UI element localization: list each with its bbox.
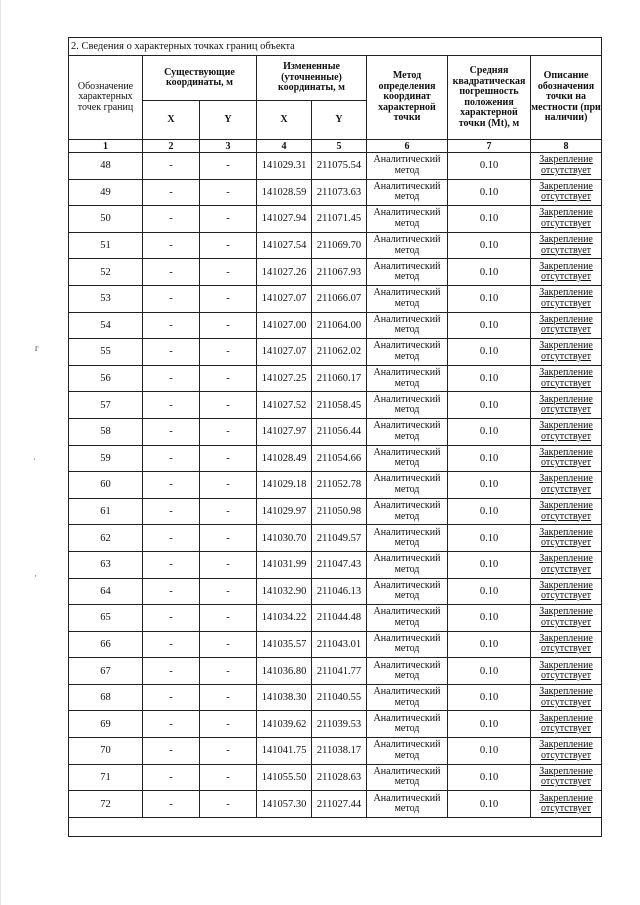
description-text: Закрепление отсутствует bbox=[539, 420, 593, 442]
method-cell: Аналитический метод bbox=[367, 551, 448, 578]
table-row bbox=[69, 738, 602, 765]
description-text: Закрепление отсутствует bbox=[539, 632, 593, 655]
description-text: Закрепление отсутствует bbox=[539, 765, 593, 788]
table-row bbox=[69, 206, 602, 233]
description-cell bbox=[531, 472, 602, 499]
description-text: Закрепление отсутствует bbox=[539, 446, 593, 469]
existing-y-cell: - bbox=[200, 285, 257, 312]
rms-cell: 0.10 bbox=[448, 445, 531, 472]
description-cell bbox=[531, 578, 602, 605]
existing-y-cell: - bbox=[200, 445, 257, 472]
x-cell: 141036.80 bbox=[257, 658, 312, 685]
column-number: 8 bbox=[531, 140, 602, 153]
y-cell: 211067.93 bbox=[312, 259, 367, 286]
x-cell: 141027.26 bbox=[257, 259, 312, 286]
existing-y-cell: - bbox=[200, 232, 257, 259]
margin-scan-mark: ᴦ bbox=[35, 343, 39, 353]
rms-cell: 0.10 bbox=[448, 551, 531, 578]
method-cell: Аналитический метод bbox=[367, 365, 448, 392]
existing-x-cell: - bbox=[143, 791, 200, 818]
column-number: 4 bbox=[257, 140, 312, 153]
description-cell bbox=[531, 339, 602, 366]
existing-y-cell: - bbox=[200, 711, 257, 738]
y-cell: 211073.63 bbox=[312, 179, 367, 206]
existing-x-cell: - bbox=[143, 418, 200, 445]
rms-cell: 0.10 bbox=[448, 578, 531, 605]
rms-cell: 0.10 bbox=[448, 498, 531, 525]
method-cell: Аналитический метод bbox=[367, 206, 448, 233]
description-text: Закрепление отсутствует bbox=[539, 154, 593, 176]
table-row bbox=[69, 312, 602, 339]
rms-cell: 0.10 bbox=[448, 232, 531, 259]
y-cell: 211060.17 bbox=[312, 365, 367, 392]
description-text: Закрепление отсутствует bbox=[539, 207, 593, 229]
rms-cell: 0.10 bbox=[448, 206, 531, 233]
point-cell: 60 bbox=[69, 472, 143, 499]
point-cell: 70 bbox=[69, 738, 143, 765]
existing-y-cell: - bbox=[200, 605, 257, 632]
existing-x-cell: - bbox=[143, 445, 200, 472]
existing-x-cell: - bbox=[143, 312, 200, 339]
x-cell: 141027.00 bbox=[257, 312, 312, 339]
existing-y-cell: - bbox=[200, 392, 257, 419]
x-cell: 141057.30 bbox=[257, 791, 312, 818]
point-cell: 71 bbox=[69, 764, 143, 791]
existing-y-cell: - bbox=[200, 578, 257, 605]
y-cell: 211044.48 bbox=[312, 605, 367, 632]
method-cell: Аналитический метод bbox=[367, 472, 448, 499]
x-cell: 141027.25 bbox=[257, 365, 312, 392]
table-row bbox=[69, 764, 602, 791]
point-cell: 51 bbox=[69, 232, 143, 259]
description-cell bbox=[531, 259, 602, 286]
header-updated-x: X bbox=[257, 101, 312, 140]
description-text: Закрепление отсутствует bbox=[539, 234, 593, 256]
existing-y-cell: - bbox=[200, 206, 257, 233]
method-cell: Аналитический метод bbox=[367, 179, 448, 206]
point-cell: 56 bbox=[69, 365, 143, 392]
existing-y-cell: - bbox=[200, 472, 257, 499]
description-text: Закрепление отсутствует bbox=[539, 340, 593, 362]
method-cell: Аналитический метод bbox=[367, 631, 448, 658]
point-cell: 66 bbox=[69, 631, 143, 658]
description-cell bbox=[531, 498, 602, 525]
existing-x-cell: - bbox=[143, 392, 200, 419]
table-row bbox=[69, 392, 602, 419]
empty-footer-cell bbox=[69, 817, 602, 836]
y-cell: 211039.53 bbox=[312, 711, 367, 738]
table-row bbox=[69, 153, 602, 180]
table-row bbox=[69, 418, 602, 445]
existing-y-cell: - bbox=[200, 631, 257, 658]
table-row bbox=[69, 551, 602, 578]
y-cell: 211056.44 bbox=[312, 418, 367, 445]
y-cell: 211028.63 bbox=[312, 764, 367, 791]
description-cell bbox=[531, 365, 602, 392]
method-cell: Аналитический метод bbox=[367, 578, 448, 605]
table-row bbox=[69, 684, 602, 711]
existing-y-cell: - bbox=[200, 525, 257, 552]
rms-cell: 0.10 bbox=[448, 153, 531, 180]
table-row bbox=[69, 472, 602, 499]
description-cell bbox=[531, 392, 602, 419]
description-cell bbox=[531, 285, 602, 312]
x-cell: 141027.54 bbox=[257, 232, 312, 259]
existing-y-cell: - bbox=[200, 339, 257, 366]
y-cell: 211052.78 bbox=[312, 472, 367, 499]
description-text: Закрепление отсутствует bbox=[539, 739, 593, 761]
method-cell: Аналитический метод bbox=[367, 418, 448, 445]
table-row bbox=[69, 498, 602, 525]
description-cell bbox=[531, 791, 602, 818]
description-text: Закрепление отсутствует bbox=[539, 526, 593, 549]
y-cell: 211069.70 bbox=[312, 232, 367, 259]
page-edge bbox=[0, 0, 1, 905]
table-row bbox=[69, 791, 602, 818]
point-cell: 72 bbox=[69, 791, 143, 818]
y-cell: 211046.13 bbox=[312, 578, 367, 605]
method-cell: Аналитический метод bbox=[367, 738, 448, 765]
point-cell: 54 bbox=[69, 312, 143, 339]
table-row bbox=[69, 711, 602, 738]
column-number: 3 bbox=[200, 140, 257, 153]
existing-y-cell: - bbox=[200, 658, 257, 685]
section-title: 2. Сведения о характерных точках границ объекта bbox=[69, 38, 602, 56]
description-cell bbox=[531, 764, 602, 791]
method-cell: Аналитический метод bbox=[367, 392, 448, 419]
description-text: Закрепление отсутствует bbox=[539, 553, 593, 575]
point-cell: 52 bbox=[69, 259, 143, 286]
description-cell bbox=[531, 445, 602, 472]
header-method: Метод определения координат характерной точки bbox=[367, 56, 448, 140]
column-number: 7 bbox=[448, 140, 531, 153]
x-cell: 141035.57 bbox=[257, 631, 312, 658]
existing-x-cell: - bbox=[143, 738, 200, 765]
y-cell: 211075.54 bbox=[312, 153, 367, 180]
x-cell: 141027.97 bbox=[257, 418, 312, 445]
description-text: Закрепление отсутствует bbox=[539, 579, 593, 602]
point-cell: 57 bbox=[69, 392, 143, 419]
method-cell: Аналитический метод bbox=[367, 525, 448, 552]
description-text: Закрепление отсутствует bbox=[539, 473, 593, 495]
x-cell: 141038.30 bbox=[257, 684, 312, 711]
method-cell: Аналитический метод bbox=[367, 153, 448, 180]
description-text: Закрепление отсутствует bbox=[539, 659, 593, 682]
table-row bbox=[69, 365, 602, 392]
method-cell: Аналитический метод bbox=[367, 764, 448, 791]
table-row bbox=[69, 445, 602, 472]
column-number-row bbox=[69, 140, 602, 153]
point-cell: 48 bbox=[69, 153, 143, 180]
rms-cell: 0.10 bbox=[448, 738, 531, 765]
y-cell: 211047.43 bbox=[312, 551, 367, 578]
method-cell: Аналитический метод bbox=[367, 259, 448, 286]
existing-x-cell: - bbox=[143, 605, 200, 632]
y-cell: 211058.45 bbox=[312, 392, 367, 419]
existing-y-cell: - bbox=[200, 791, 257, 818]
description-cell bbox=[531, 312, 602, 339]
description-text: Закрепление отсутствует bbox=[539, 792, 593, 815]
description-cell bbox=[531, 206, 602, 233]
table-row bbox=[69, 578, 602, 605]
y-cell: 211050.98 bbox=[312, 498, 367, 525]
x-cell: 141039.62 bbox=[257, 711, 312, 738]
rms-cell: 0.10 bbox=[448, 418, 531, 445]
existing-x-cell: - bbox=[143, 764, 200, 791]
existing-y-cell: - bbox=[200, 259, 257, 286]
margin-scan-mark: · bbox=[34, 571, 37, 581]
x-cell: 141031.99 bbox=[257, 551, 312, 578]
existing-x-cell: - bbox=[143, 684, 200, 711]
y-cell: 211038.17 bbox=[312, 738, 367, 765]
point-cell: 55 bbox=[69, 339, 143, 366]
rms-cell: 0.10 bbox=[448, 259, 531, 286]
existing-x-cell: - bbox=[143, 179, 200, 206]
existing-x-cell: - bbox=[143, 525, 200, 552]
rms-cell: 0.10 bbox=[448, 472, 531, 499]
y-cell: 211071.45 bbox=[312, 206, 367, 233]
description-text: Закрепление отсутствует bbox=[539, 367, 593, 389]
y-cell: 211066.07 bbox=[312, 285, 367, 312]
table-row bbox=[69, 285, 602, 312]
method-cell: Аналитический метод bbox=[367, 498, 448, 525]
point-cell: 58 bbox=[69, 418, 143, 445]
description-text: Закрепление отсутствует bbox=[539, 712, 593, 735]
point-cell: 63 bbox=[69, 551, 143, 578]
existing-y-cell: - bbox=[200, 153, 257, 180]
x-cell: 141028.49 bbox=[257, 445, 312, 472]
description-cell bbox=[531, 551, 602, 578]
margin-scan-mark: ʾ bbox=[33, 457, 36, 467]
existing-x-cell: - bbox=[143, 658, 200, 685]
column-number: 5 bbox=[312, 140, 367, 153]
point-cell: 62 bbox=[69, 525, 143, 552]
method-cell: Аналитический метод bbox=[367, 711, 448, 738]
existing-x-cell: - bbox=[143, 259, 200, 286]
table-row bbox=[69, 525, 602, 552]
description-text: Закрепление отсутствует bbox=[539, 180, 593, 203]
description-cell bbox=[531, 525, 602, 552]
existing-y-cell: - bbox=[200, 738, 257, 765]
existing-y-cell: - bbox=[200, 684, 257, 711]
x-cell: 141029.18 bbox=[257, 472, 312, 499]
existing-y-cell: - bbox=[200, 764, 257, 791]
rms-cell: 0.10 bbox=[448, 791, 531, 818]
description-cell bbox=[531, 418, 602, 445]
x-cell: 141027.07 bbox=[257, 339, 312, 366]
description-text: Закрепление отсутствует bbox=[539, 287, 593, 309]
rms-cell: 0.10 bbox=[448, 684, 531, 711]
x-cell: 141027.07 bbox=[257, 285, 312, 312]
description-cell bbox=[531, 631, 602, 658]
header-updated-y: Y bbox=[312, 101, 367, 140]
header-point-designation: Обозначение характерных точек границ bbox=[69, 56, 143, 140]
x-cell: 141027.94 bbox=[257, 206, 312, 233]
x-cell: 141027.52 bbox=[257, 392, 312, 419]
description-text: Закрепление отсутствует bbox=[539, 606, 593, 628]
column-number: 2 bbox=[143, 140, 200, 153]
existing-x-cell: - bbox=[143, 498, 200, 525]
method-cell: Аналитический метод bbox=[367, 445, 448, 472]
description-cell bbox=[531, 684, 602, 711]
existing-y-cell: - bbox=[200, 418, 257, 445]
description-cell bbox=[531, 232, 602, 259]
rms-cell: 0.10 bbox=[448, 285, 531, 312]
description-cell bbox=[531, 738, 602, 765]
method-cell: Аналитический метод bbox=[367, 791, 448, 818]
y-cell: 211054.66 bbox=[312, 445, 367, 472]
rms-cell: 0.10 bbox=[448, 179, 531, 206]
y-cell: 211041.77 bbox=[312, 658, 367, 685]
x-cell: 141032.90 bbox=[257, 578, 312, 605]
rms-cell: 0.10 bbox=[448, 711, 531, 738]
table-row bbox=[69, 179, 602, 206]
point-cell: 53 bbox=[69, 285, 143, 312]
existing-x-cell: - bbox=[143, 551, 200, 578]
point-cell: 49 bbox=[69, 179, 143, 206]
table-row bbox=[69, 605, 602, 632]
description-text: Закрепление отсутствует bbox=[539, 500, 593, 522]
point-cell: 50 bbox=[69, 206, 143, 233]
point-cell: 59 bbox=[69, 445, 143, 472]
method-cell: Аналитический метод bbox=[367, 285, 448, 312]
existing-x-cell: - bbox=[143, 153, 200, 180]
rms-cell: 0.10 bbox=[448, 658, 531, 685]
existing-x-cell: - bbox=[143, 578, 200, 605]
existing-y-cell: - bbox=[200, 179, 257, 206]
description-cell bbox=[531, 153, 602, 180]
header-existing-coords: Существующие координаты, м bbox=[143, 56, 257, 101]
y-cell: 211040.55 bbox=[312, 684, 367, 711]
point-cell: 69 bbox=[69, 711, 143, 738]
table-row bbox=[69, 339, 602, 366]
header-updated-coords: Измененные (уточненные) координаты, м bbox=[257, 56, 367, 101]
rms-cell: 0.10 bbox=[448, 631, 531, 658]
column-number: 1 bbox=[69, 140, 143, 153]
description-cell bbox=[531, 658, 602, 685]
description-text: Закрепление отсутствует bbox=[539, 686, 593, 708]
existing-y-cell: - bbox=[200, 365, 257, 392]
x-cell: 141034.22 bbox=[257, 605, 312, 632]
table-row bbox=[69, 658, 602, 685]
point-cell: 65 bbox=[69, 605, 143, 632]
existing-x-cell: - bbox=[143, 285, 200, 312]
description-text: Закрепление отсутствует bbox=[539, 260, 593, 283]
method-cell: Аналитический метод bbox=[367, 232, 448, 259]
existing-x-cell: - bbox=[143, 631, 200, 658]
point-cell: 68 bbox=[69, 684, 143, 711]
point-cell: 67 bbox=[69, 658, 143, 685]
point-cell: 61 bbox=[69, 498, 143, 525]
header-existing-x: X bbox=[143, 101, 200, 140]
y-cell: 211064.00 bbox=[312, 312, 367, 339]
table-footer-row bbox=[69, 817, 602, 836]
header-description: Описание обозначения точки на местности (при наличии) bbox=[531, 56, 602, 140]
description-cell bbox=[531, 605, 602, 632]
rms-cell: 0.10 bbox=[448, 365, 531, 392]
existing-y-cell: - bbox=[200, 551, 257, 578]
y-cell: 211049.57 bbox=[312, 525, 367, 552]
existing-x-cell: - bbox=[143, 232, 200, 259]
existing-x-cell: - bbox=[143, 472, 200, 499]
existing-x-cell: - bbox=[143, 206, 200, 233]
method-cell: Аналитический метод bbox=[367, 605, 448, 632]
existing-x-cell: - bbox=[143, 339, 200, 366]
existing-x-cell: - bbox=[143, 711, 200, 738]
x-cell: 141055.50 bbox=[257, 764, 312, 791]
rms-cell: 0.10 bbox=[448, 605, 531, 632]
description-cell bbox=[531, 179, 602, 206]
method-cell: Аналитический метод bbox=[367, 312, 448, 339]
table-row bbox=[69, 232, 602, 259]
y-cell: 211043.01 bbox=[312, 631, 367, 658]
description-cell bbox=[531, 711, 602, 738]
existing-y-cell: - bbox=[200, 498, 257, 525]
description-text: Закрепление отсутствует bbox=[539, 313, 593, 336]
method-cell: Аналитический метод bbox=[367, 658, 448, 685]
rms-cell: 0.10 bbox=[448, 392, 531, 419]
point-cell: 64 bbox=[69, 578, 143, 605]
rms-cell: 0.10 bbox=[448, 764, 531, 791]
header-rms: Средняя квадратическая погрешность положения характерной точки (Mt), м bbox=[448, 56, 531, 140]
table-body bbox=[69, 153, 602, 818]
header-existing-y: Y bbox=[200, 101, 257, 140]
rms-cell: 0.10 bbox=[448, 312, 531, 339]
x-cell: 141028.59 bbox=[257, 179, 312, 206]
y-cell: 211062.02 bbox=[312, 339, 367, 366]
x-cell: 141041.75 bbox=[257, 738, 312, 765]
table-row bbox=[69, 259, 602, 286]
rms-cell: 0.10 bbox=[448, 339, 531, 366]
column-number: 6 bbox=[367, 140, 448, 153]
existing-y-cell: - bbox=[200, 312, 257, 339]
y-cell: 211027.44 bbox=[312, 791, 367, 818]
existing-x-cell: - bbox=[143, 365, 200, 392]
boundary-points-table bbox=[68, 37, 602, 837]
rms-cell: 0.10 bbox=[448, 525, 531, 552]
table-row bbox=[69, 631, 602, 658]
x-cell: 141029.97 bbox=[257, 498, 312, 525]
method-cell: Аналитический метод bbox=[367, 339, 448, 366]
description-text: Закрепление отсутствует bbox=[539, 393, 593, 416]
x-cell: 141029.31 bbox=[257, 153, 312, 180]
x-cell: 141030.70 bbox=[257, 525, 312, 552]
method-cell: Аналитический метод bbox=[367, 684, 448, 711]
